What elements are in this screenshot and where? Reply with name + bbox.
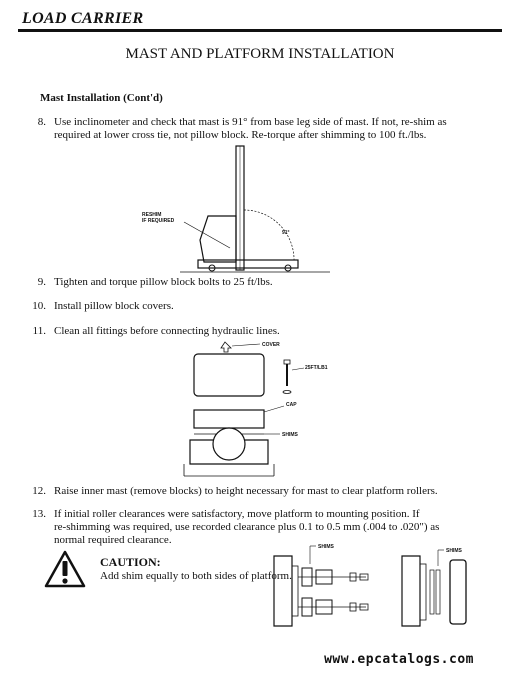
carrier-body <box>200 216 236 262</box>
header-rule <box>18 29 502 32</box>
reshim-label-sub: IF REQUIRED <box>142 218 175 224</box>
reshim-label: RESHIM <box>142 212 162 218</box>
step-number: 13. <box>32 508 46 520</box>
step-12 <box>24 485 494 499</box>
section-heading: Mast Installation (Cont'd) <box>40 92 163 104</box>
angle-label: 91° <box>282 230 290 236</box>
mast-channel <box>274 556 292 626</box>
base-leg <box>198 260 298 268</box>
step-text-line: required at lower cross tie, not pillow block. Re-torque after shimming to 100 ft./lbs. <box>54 129 427 141</box>
step-text-line: Raise inner mast (remove blocks) to height necessary for mast to clear platform rollers. <box>54 485 438 497</box>
cap-part <box>194 410 264 428</box>
mast-channel-right <box>402 556 420 626</box>
torque-label: 25FT/LB1 <box>305 365 328 371</box>
up-arrow-icon <box>221 342 231 352</box>
header-title: LOAD CARRIER <box>22 10 144 27</box>
mast-inclination-figure <box>140 140 340 280</box>
shims-label-left: SHIMS <box>318 544 334 550</box>
shims-label: SHIMS <box>282 432 298 438</box>
step-text-line: Tighten and torque pillow block bolts to 25 ft/lbs. <box>54 276 273 288</box>
step-number: 11. <box>32 325 46 337</box>
caution-title: CAUTION: <box>100 555 161 569</box>
step-10 <box>24 300 494 314</box>
step-text-line: normal required clearance. <box>54 534 172 546</box>
platform-shims-figure <box>270 540 510 640</box>
pillow-block-figure <box>180 340 330 480</box>
shims-label-right: SHIMS <box>446 548 462 554</box>
step-11 <box>24 325 494 339</box>
reshim-leader <box>184 222 230 248</box>
cap-leader <box>264 406 284 412</box>
footer-url[interactable]: www.epcatalogs.com <box>324 652 474 667</box>
step-number: 8. <box>37 116 46 128</box>
step-text-line: Install pillow block covers. <box>54 300 174 312</box>
plate-right <box>420 564 426 620</box>
step-text-line: re-shimming was required, use recorded clearance plus 0.1 to 0.5 mm (.004 to .020") as <box>54 521 440 533</box>
step-text-line: If initial roller clearances were satisfactory, move platform to mounting position. If <box>54 508 420 520</box>
caution-text: Add shim equally to both sides of platform. <box>100 570 292 582</box>
step-text-line: Clean all fittings before connecting hydraulic lines. <box>54 325 280 337</box>
torque-leader <box>292 368 304 370</box>
step-number: 9. <box>37 276 46 288</box>
shim-stack <box>430 570 434 614</box>
bolt-head <box>284 360 290 364</box>
cover-part <box>194 354 264 396</box>
warning-icon <box>44 550 86 588</box>
cover-label: COVER <box>262 342 280 348</box>
cover-leader <box>232 344 260 346</box>
shim-stack <box>436 570 440 614</box>
step-text-line: Use inclinometer and check that mast is 91° from base leg side of mast. If not, re-shim as <box>54 116 447 128</box>
page-title: MAST AND PLATFORM INSTALLATION <box>125 46 395 62</box>
step-9 <box>24 276 494 290</box>
step-number: 10. <box>32 300 46 312</box>
cap-label: CAP <box>286 402 297 408</box>
washer <box>283 391 291 394</box>
step-number: 12. <box>32 485 46 497</box>
platform-side <box>450 560 466 624</box>
angle-arc <box>244 210 294 262</box>
plate <box>292 566 298 616</box>
shaft <box>213 428 245 460</box>
